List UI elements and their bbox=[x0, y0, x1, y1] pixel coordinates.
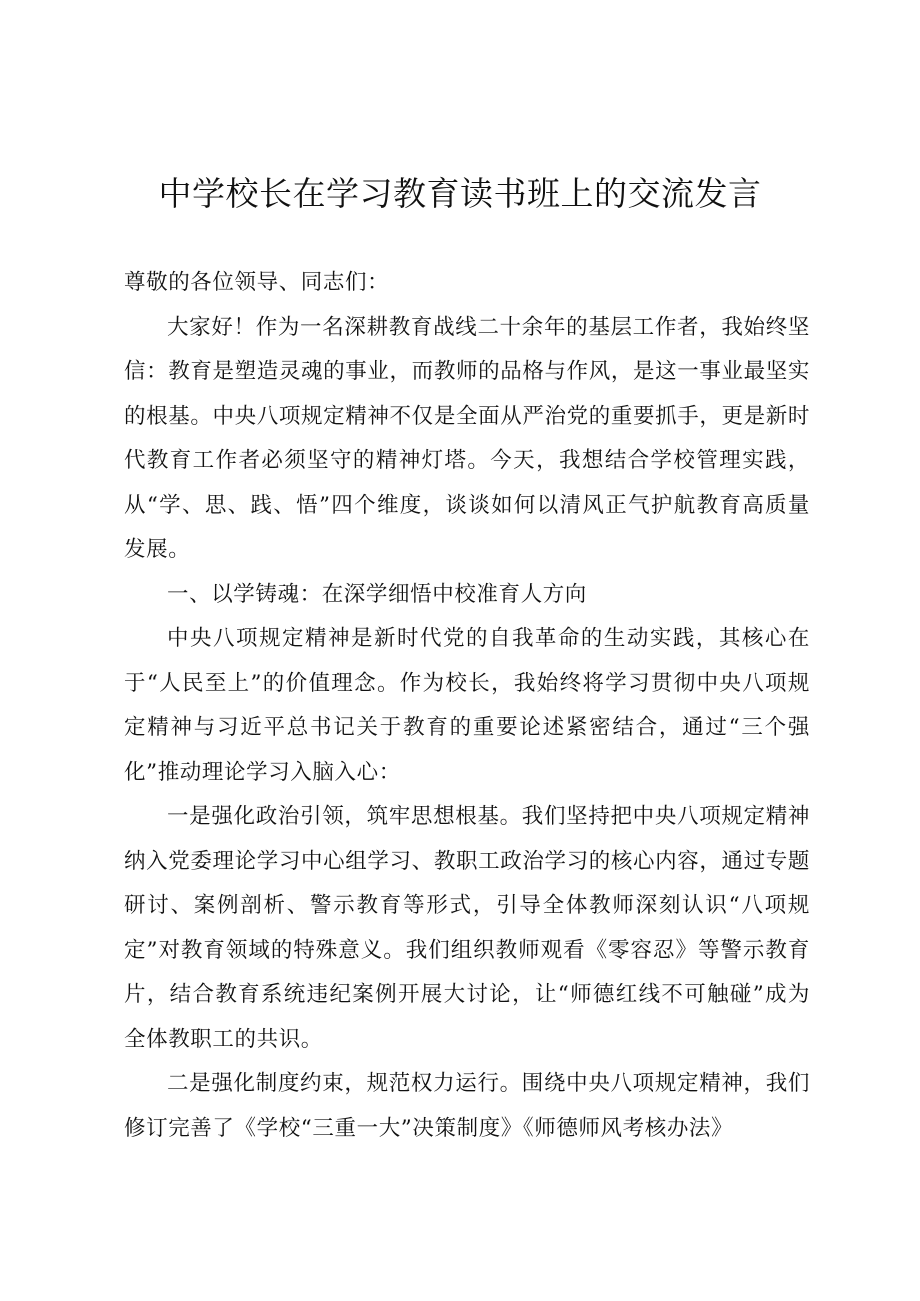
paragraph-intro: 大家好！作为一名深耕教育战线二十余年的基层工作者，我始终坚信：教育是塑造灵魂的事业，而教师的品格与作风，是这一事业最坚实的根基。中央八项规定精神不仅是全面从严治党的重要抓手，更是新时代教育工作者必须坚守的精神灯塔。今天，我想结合学校管理实践，从“学、思、践、悟”四个维度，谈谈如何以清风正气护航教育高质量发展。 bbox=[124, 314, 810, 562]
section-heading: 一、以学铸魂：在深学细悟中校准育人方向 bbox=[167, 581, 587, 607]
paragraph-point-two: 二是强化制度约束，规范权力运行。围绕中央八项规定精神，我们修订完善了《学校“三重一大”决策制度》《师德师风考核办法》 bbox=[124, 1071, 810, 1141]
document-body bbox=[124, 261, 810, 1151]
document-title: 中学校长在学习教育读书班上的交流发言 bbox=[158, 174, 762, 213]
paragraph-point-one: 一是强化政治引领，筑牢思想根基。我们坚持把中央八项规定精神纳入党委理论学习中心组学习、教职工政治学习的核心内容，通过专题研讨、案例剖析、警示教育等形式，引导全体教师深刻认识“八项规定”对教育领域的特殊意义。我们组织教师观看《零容忍》等警示教育片，结合教育系统违纪案例开展大讨论，让“师德红线不可触碰”成为全体教职工的共识。 bbox=[124, 804, 810, 1052]
paragraph-section-intro: 中央八项规定精神是新时代党的自我革命的生动实践，其核心在于“人民至上”的价值理念。作为校长，我始终将学习贯彻中央八项规定精神与习近平总书记关于教育的重要论述紧密结合，通过“三个强化”推动理论学习入脑入心： bbox=[124, 626, 810, 785]
salutation: 尊敬的各位领导、同志们： bbox=[124, 270, 390, 295]
